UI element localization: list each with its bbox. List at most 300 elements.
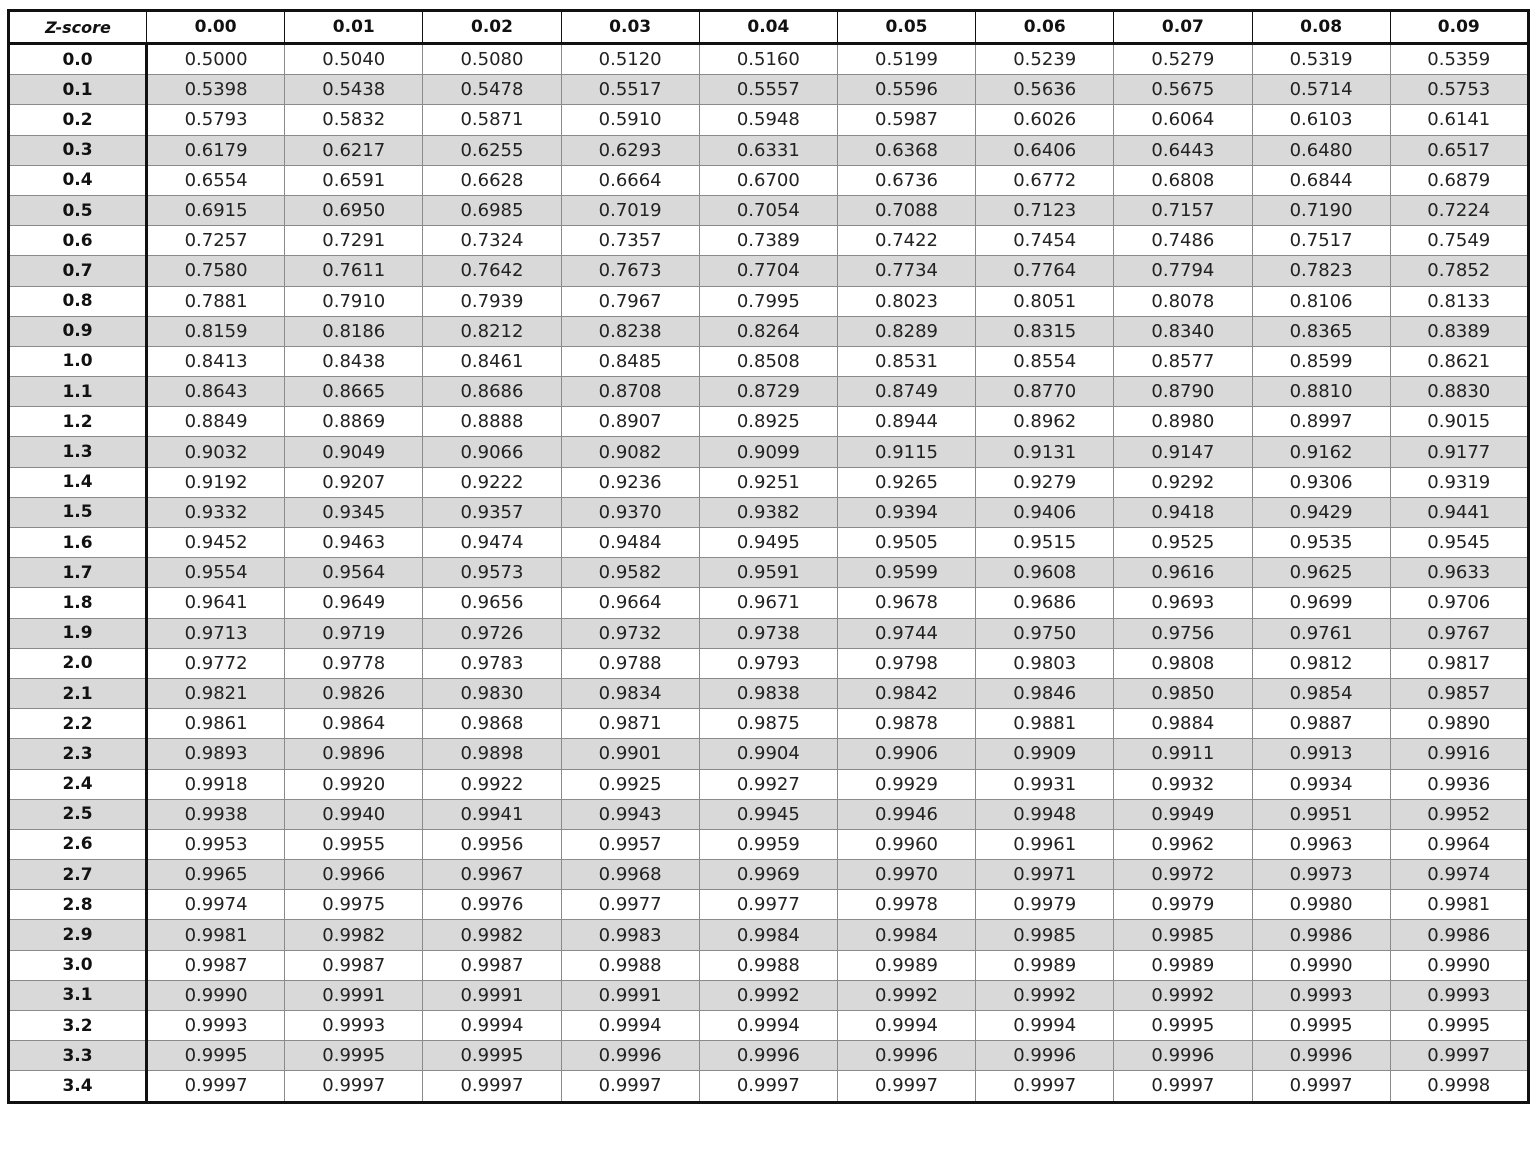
- probability-cell: 0.9896: [285, 739, 423, 769]
- probability-cell: 0.8413: [147, 346, 285, 376]
- probability-cell: 0.8888: [423, 407, 561, 437]
- probability-cell: 0.8830: [1390, 377, 1528, 407]
- probability-cell: 0.9981: [1390, 890, 1528, 920]
- probability-cell: 0.6368: [837, 135, 975, 165]
- probability-cell: 0.9798: [837, 648, 975, 678]
- probability-cell: 0.5438: [285, 75, 423, 105]
- table-row: [9, 195, 1529, 225]
- probability-cell: 0.9678: [837, 588, 975, 618]
- probability-cell: 0.9906: [837, 739, 975, 769]
- probability-cell: 0.9922: [423, 769, 561, 799]
- z-value-cell: 1.3: [9, 437, 147, 467]
- probability-cell: 0.9871: [561, 709, 699, 739]
- probability-cell: 0.8621: [1390, 346, 1528, 376]
- probability-cell: 0.9993: [285, 1011, 423, 1041]
- probability-cell: 0.8810: [1252, 377, 1390, 407]
- probability-cell: 0.6141: [1390, 105, 1528, 135]
- probability-cell: 0.9953: [147, 829, 285, 859]
- z-value-cell: 2.9: [9, 920, 147, 950]
- probability-cell: 0.7291: [285, 226, 423, 256]
- probability-cell: 0.5596: [837, 75, 975, 105]
- probability-cell: 0.9976: [423, 890, 561, 920]
- z-value-cell: 2.1: [9, 678, 147, 708]
- probability-cell: 0.9656: [423, 588, 561, 618]
- probability-cell: 0.5753: [1390, 75, 1528, 105]
- table-row: [9, 980, 1529, 1010]
- probability-cell: 0.6255: [423, 135, 561, 165]
- probability-cell: 0.9382: [699, 497, 837, 527]
- z-value-cell: 1.8: [9, 588, 147, 618]
- probability-cell: 0.8238: [561, 316, 699, 346]
- table-row: [9, 135, 1529, 165]
- z-value-cell: 2.8: [9, 890, 147, 920]
- probability-cell: 0.9857: [1390, 678, 1528, 708]
- probability-cell: 0.9956: [423, 829, 561, 859]
- probability-cell: 0.9719: [285, 618, 423, 648]
- probability-cell: 0.9726: [423, 618, 561, 648]
- probability-cell: 0.9994: [699, 1011, 837, 1041]
- probability-cell: 0.9803: [976, 648, 1114, 678]
- probability-cell: 0.9783: [423, 648, 561, 678]
- probability-cell: 0.9987: [285, 950, 423, 980]
- column-header-3: 0.03: [561, 11, 699, 44]
- probability-cell: 0.8944: [837, 407, 975, 437]
- probability-cell: 0.6591: [285, 165, 423, 195]
- probability-cell: 0.9997: [1390, 1041, 1528, 1071]
- table-row: [9, 105, 1529, 135]
- probability-cell: 0.9732: [561, 618, 699, 648]
- probability-cell: 0.9332: [147, 497, 285, 527]
- probability-cell: 0.9968: [561, 860, 699, 890]
- probability-cell: 0.8907: [561, 407, 699, 437]
- probability-cell: 0.5948: [699, 105, 837, 135]
- probability-cell: 0.6879: [1390, 165, 1528, 195]
- probability-cell: 0.9881: [976, 709, 1114, 739]
- table-row: [9, 920, 1529, 950]
- probability-cell: 0.5199: [837, 44, 975, 75]
- probability-cell: 0.8849: [147, 407, 285, 437]
- table-row: [9, 618, 1529, 648]
- probability-cell: 0.9484: [561, 528, 699, 558]
- z-value-cell: 0.4: [9, 165, 147, 195]
- probability-cell: 0.7088: [837, 195, 975, 225]
- probability-cell: 0.9988: [699, 950, 837, 980]
- probability-cell: 0.9850: [1114, 678, 1252, 708]
- probability-cell: 0.9990: [1390, 950, 1528, 980]
- probability-cell: 0.9997: [147, 1071, 285, 1102]
- probability-cell: 0.9251: [699, 467, 837, 497]
- probability-cell: 0.9994: [561, 1011, 699, 1041]
- probability-cell: 0.9788: [561, 648, 699, 678]
- probability-cell: 0.9032: [147, 437, 285, 467]
- probability-cell: 0.7881: [147, 286, 285, 316]
- probability-cell: 0.9997: [423, 1071, 561, 1102]
- probability-cell: 0.6406: [976, 135, 1114, 165]
- probability-cell: 0.5080: [423, 44, 561, 75]
- probability-cell: 0.9995: [423, 1041, 561, 1071]
- probability-cell: 0.9887: [1252, 709, 1390, 739]
- probability-cell: 0.9992: [976, 980, 1114, 1010]
- probability-cell: 0.9982: [285, 920, 423, 950]
- probability-cell: 0.9192: [147, 467, 285, 497]
- probability-cell: 0.9554: [147, 558, 285, 588]
- probability-cell: 0.8289: [837, 316, 975, 346]
- probability-cell: 0.9495: [699, 528, 837, 558]
- probability-cell: 0.9986: [1252, 920, 1390, 950]
- probability-cell: 0.9744: [837, 618, 975, 648]
- z-value-cell: 0.1: [9, 75, 147, 105]
- z-value-cell: 1.6: [9, 528, 147, 558]
- probability-cell: 0.9854: [1252, 678, 1390, 708]
- probability-cell: 0.9826: [285, 678, 423, 708]
- probability-cell: 0.7734: [837, 256, 975, 286]
- table-row: [9, 497, 1529, 527]
- probability-cell: 0.9943: [561, 799, 699, 829]
- probability-cell: 0.9987: [423, 950, 561, 980]
- probability-cell: 0.9995: [1390, 1011, 1528, 1041]
- probability-cell: 0.9959: [699, 829, 837, 859]
- probability-cell: 0.9934: [1252, 769, 1390, 799]
- probability-cell: 0.8925: [699, 407, 837, 437]
- probability-cell: 0.8508: [699, 346, 837, 376]
- z-value-cell: 0.6: [9, 226, 147, 256]
- probability-cell: 0.9842: [837, 678, 975, 708]
- table-row: [9, 437, 1529, 467]
- probability-cell: 0.9993: [1390, 980, 1528, 1010]
- probability-cell: 0.9671: [699, 588, 837, 618]
- probability-cell: 0.9474: [423, 528, 561, 558]
- column-header-0: 0.00: [147, 11, 285, 44]
- probability-cell: 0.9973: [1252, 860, 1390, 890]
- probability-cell: 0.5000: [147, 44, 285, 75]
- probability-cell: 0.7967: [561, 286, 699, 316]
- table-row: [9, 769, 1529, 799]
- probability-cell: 0.9989: [1114, 950, 1252, 980]
- z-score-header: Z-score: [9, 11, 147, 44]
- column-header-9: 0.09: [1390, 11, 1528, 44]
- probability-cell: 0.5793: [147, 105, 285, 135]
- column-header-5: 0.05: [837, 11, 975, 44]
- probability-cell: 0.9983: [561, 920, 699, 950]
- table-row: [9, 709, 1529, 739]
- probability-cell: 0.9890: [1390, 709, 1528, 739]
- probability-cell: 0.9394: [837, 497, 975, 527]
- probability-cell: 0.9964: [1390, 829, 1528, 859]
- probability-cell: 0.9952: [1390, 799, 1528, 829]
- probability-cell: 0.9515: [976, 528, 1114, 558]
- z-value-cell: 1.9: [9, 618, 147, 648]
- column-header-7: 0.07: [1114, 11, 1252, 44]
- probability-cell: 0.9345: [285, 497, 423, 527]
- table-row: [9, 44, 1529, 75]
- probability-cell: 0.9979: [976, 890, 1114, 920]
- probability-cell: 0.9066: [423, 437, 561, 467]
- probability-cell: 0.5120: [561, 44, 699, 75]
- probability-cell: 0.9830: [423, 678, 561, 708]
- probability-cell: 0.9861: [147, 709, 285, 739]
- probability-cell: 0.9946: [837, 799, 975, 829]
- probability-cell: 0.9994: [976, 1011, 1114, 1041]
- z-value-cell: 0.9: [9, 316, 147, 346]
- probability-cell: 0.6064: [1114, 105, 1252, 135]
- probability-cell: 0.9463: [285, 528, 423, 558]
- probability-cell: 0.8577: [1114, 346, 1252, 376]
- probability-cell: 0.5675: [1114, 75, 1252, 105]
- probability-cell: 0.9981: [147, 920, 285, 950]
- probability-cell: 0.9997: [285, 1071, 423, 1102]
- probability-cell: 0.9931: [976, 769, 1114, 799]
- probability-cell: 0.8531: [837, 346, 975, 376]
- probability-cell: 0.7549: [1390, 226, 1528, 256]
- probability-cell: 0.9913: [1252, 739, 1390, 769]
- probability-cell: 0.9974: [1390, 860, 1528, 890]
- header-row: [9, 11, 1529, 44]
- probability-cell: 0.9932: [1114, 769, 1252, 799]
- probability-cell: 0.8023: [837, 286, 975, 316]
- probability-cell: 0.5279: [1114, 44, 1252, 75]
- probability-cell: 0.6736: [837, 165, 975, 195]
- column-header-6: 0.06: [976, 11, 1114, 44]
- probability-cell: 0.9957: [561, 829, 699, 859]
- probability-cell: 0.7995: [699, 286, 837, 316]
- probability-cell: 0.9131: [976, 437, 1114, 467]
- z-value-cell: 0.7: [9, 256, 147, 286]
- table-row: [9, 256, 1529, 286]
- probability-cell: 0.9793: [699, 648, 837, 678]
- probability-cell: 0.7580: [147, 256, 285, 286]
- probability-cell: 0.9306: [1252, 467, 1390, 497]
- z-value-cell: 0.0: [9, 44, 147, 75]
- probability-cell: 0.8051: [976, 286, 1114, 316]
- table-row: [9, 950, 1529, 980]
- table-row: [9, 799, 1529, 829]
- probability-cell: 0.9996: [1114, 1041, 1252, 1071]
- probability-cell: 0.8340: [1114, 316, 1252, 346]
- table-row: [9, 226, 1529, 256]
- probability-cell: 0.6808: [1114, 165, 1252, 195]
- probability-cell: 0.9505: [837, 528, 975, 558]
- probability-cell: 0.7611: [285, 256, 423, 286]
- probability-cell: 0.9997: [699, 1071, 837, 1102]
- probability-cell: 0.9949: [1114, 799, 1252, 829]
- probability-cell: 0.9996: [837, 1041, 975, 1071]
- z-value-cell: 3.4: [9, 1071, 147, 1102]
- probability-cell: 0.7123: [976, 195, 1114, 225]
- probability-cell: 0.9821: [147, 678, 285, 708]
- probability-cell: 0.9995: [147, 1041, 285, 1071]
- probability-cell: 0.9207: [285, 467, 423, 497]
- probability-cell: 0.9995: [1114, 1011, 1252, 1041]
- probability-cell: 0.6103: [1252, 105, 1390, 135]
- probability-cell: 0.5636: [976, 75, 1114, 105]
- z-value-cell: 2.6: [9, 829, 147, 859]
- probability-cell: 0.9573: [423, 558, 561, 588]
- probability-cell: 0.9808: [1114, 648, 1252, 678]
- probability-cell: 0.9918: [147, 769, 285, 799]
- probability-cell: 0.9713: [147, 618, 285, 648]
- probability-cell: 0.7852: [1390, 256, 1528, 286]
- probability-cell: 0.6664: [561, 165, 699, 195]
- probability-cell: 0.9938: [147, 799, 285, 829]
- probability-cell: 0.7486: [1114, 226, 1252, 256]
- probability-cell: 0.9978: [837, 890, 975, 920]
- probability-cell: 0.7389: [699, 226, 837, 256]
- probability-cell: 0.9015: [1390, 407, 1528, 437]
- probability-cell: 0.6628: [423, 165, 561, 195]
- probability-cell: 0.6844: [1252, 165, 1390, 195]
- probability-cell: 0.9750: [976, 618, 1114, 648]
- z-value-cell: 2.3: [9, 739, 147, 769]
- probability-cell: 0.9878: [837, 709, 975, 739]
- probability-cell: 0.8159: [147, 316, 285, 346]
- z-table-container: [7, 9, 1527, 1104]
- probability-cell: 0.9370: [561, 497, 699, 527]
- probability-cell: 0.8438: [285, 346, 423, 376]
- probability-cell: 0.9429: [1252, 497, 1390, 527]
- z-value-cell: 1.5: [9, 497, 147, 527]
- probability-cell: 0.5478: [423, 75, 561, 105]
- probability-cell: 0.5871: [423, 105, 561, 135]
- probability-cell: 0.9974: [147, 890, 285, 920]
- z-value-cell: 2.5: [9, 799, 147, 829]
- probability-cell: 0.9441: [1390, 497, 1528, 527]
- table-row: [9, 346, 1529, 376]
- probability-cell: 0.9984: [837, 920, 975, 950]
- probability-cell: 0.9990: [1252, 950, 1390, 980]
- probability-cell: 0.9980: [1252, 890, 1390, 920]
- probability-cell: 0.9616: [1114, 558, 1252, 588]
- probability-cell: 0.9992: [699, 980, 837, 1010]
- probability-cell: 0.9898: [423, 739, 561, 769]
- probability-cell: 0.8212: [423, 316, 561, 346]
- probability-cell: 0.5517: [561, 75, 699, 105]
- table-row: [9, 558, 1529, 588]
- probability-cell: 0.9994: [837, 1011, 975, 1041]
- probability-cell: 0.9686: [976, 588, 1114, 618]
- probability-cell: 0.9997: [1114, 1071, 1252, 1102]
- table-row: [9, 467, 1529, 497]
- table-row: [9, 528, 1529, 558]
- probability-cell: 0.5714: [1252, 75, 1390, 105]
- probability-cell: 0.8554: [976, 346, 1114, 376]
- table-row: [9, 165, 1529, 195]
- probability-cell: 0.6026: [976, 105, 1114, 135]
- probability-cell: 0.9535: [1252, 528, 1390, 558]
- probability-cell: 0.8264: [699, 316, 837, 346]
- probability-cell: 0.6700: [699, 165, 837, 195]
- probability-cell: 0.9418: [1114, 497, 1252, 527]
- probability-cell: 0.9967: [423, 860, 561, 890]
- probability-cell: 0.9991: [423, 980, 561, 1010]
- z-value-cell: 2.2: [9, 709, 147, 739]
- z-value-cell: 2.0: [9, 648, 147, 678]
- probability-cell: 0.9911: [1114, 739, 1252, 769]
- z-value-cell: 1.1: [9, 377, 147, 407]
- probability-cell: 0.9989: [976, 950, 1114, 980]
- probability-cell: 0.8643: [147, 377, 285, 407]
- probability-cell: 0.7054: [699, 195, 837, 225]
- probability-cell: 0.9962: [1114, 829, 1252, 859]
- probability-cell: 0.7673: [561, 256, 699, 286]
- probability-cell: 0.7823: [1252, 256, 1390, 286]
- probability-cell: 0.9564: [285, 558, 423, 588]
- probability-cell: 0.9995: [285, 1041, 423, 1071]
- column-header-8: 0.08: [1252, 11, 1390, 44]
- probability-cell: 0.8599: [1252, 346, 1390, 376]
- probability-cell: 0.9162: [1252, 437, 1390, 467]
- z-value-cell: 3.1: [9, 980, 147, 1010]
- probability-cell: 0.9599: [837, 558, 975, 588]
- probability-cell: 0.9984: [699, 920, 837, 950]
- probability-cell: 0.9982: [423, 920, 561, 950]
- probability-cell: 0.5557: [699, 75, 837, 105]
- probability-cell: 0.9699: [1252, 588, 1390, 618]
- probability-cell: 0.7642: [423, 256, 561, 286]
- probability-cell: 0.9988: [561, 950, 699, 980]
- table-row: [9, 588, 1529, 618]
- probability-cell: 0.9236: [561, 467, 699, 497]
- probability-cell: 0.9997: [837, 1071, 975, 1102]
- table-header: [9, 11, 1529, 44]
- probability-cell: 0.5040: [285, 44, 423, 75]
- table-row: [9, 648, 1529, 678]
- probability-cell: 0.8485: [561, 346, 699, 376]
- probability-cell: 0.9812: [1252, 648, 1390, 678]
- z-value-cell: 2.4: [9, 769, 147, 799]
- probability-cell: 0.9971: [976, 860, 1114, 890]
- z-value-cell: 1.4: [9, 467, 147, 497]
- probability-cell: 0.7190: [1252, 195, 1390, 225]
- z-value-cell: 0.3: [9, 135, 147, 165]
- probability-cell: 0.9920: [285, 769, 423, 799]
- probability-cell: 0.9951: [1252, 799, 1390, 829]
- probability-cell: 0.7517: [1252, 226, 1390, 256]
- probability-cell: 0.9997: [1252, 1071, 1390, 1102]
- probability-cell: 0.9884: [1114, 709, 1252, 739]
- probability-cell: 0.8729: [699, 377, 837, 407]
- probability-cell: 0.9693: [1114, 588, 1252, 618]
- probability-cell: 0.8365: [1252, 316, 1390, 346]
- probability-cell: 0.9545: [1390, 528, 1528, 558]
- probability-cell: 0.7019: [561, 195, 699, 225]
- probability-cell: 0.9049: [285, 437, 423, 467]
- probability-cell: 0.7324: [423, 226, 561, 256]
- probability-cell: 0.5910: [561, 105, 699, 135]
- probability-cell: 0.8078: [1114, 286, 1252, 316]
- z-value-cell: 2.7: [9, 860, 147, 890]
- probability-cell: 0.9940: [285, 799, 423, 829]
- probability-cell: 0.7704: [699, 256, 837, 286]
- probability-cell: 0.8980: [1114, 407, 1252, 437]
- probability-cell: 0.9996: [1252, 1041, 1390, 1071]
- probability-cell: 0.8708: [561, 377, 699, 407]
- probability-cell: 0.8962: [976, 407, 1114, 437]
- probability-cell: 0.7764: [976, 256, 1114, 286]
- probability-cell: 0.7257: [147, 226, 285, 256]
- probability-cell: 0.9756: [1114, 618, 1252, 648]
- probability-cell: 0.5987: [837, 105, 975, 135]
- probability-cell: 0.5398: [147, 75, 285, 105]
- probability-cell: 0.5319: [1252, 44, 1390, 75]
- probability-cell: 0.9945: [699, 799, 837, 829]
- probability-cell: 0.6985: [423, 195, 561, 225]
- probability-cell: 0.9706: [1390, 588, 1528, 618]
- probability-cell: 0.9997: [561, 1071, 699, 1102]
- probability-cell: 0.9927: [699, 769, 837, 799]
- probability-cell: 0.8790: [1114, 377, 1252, 407]
- probability-cell: 0.9987: [147, 950, 285, 980]
- z-score-table: [7, 9, 1530, 1104]
